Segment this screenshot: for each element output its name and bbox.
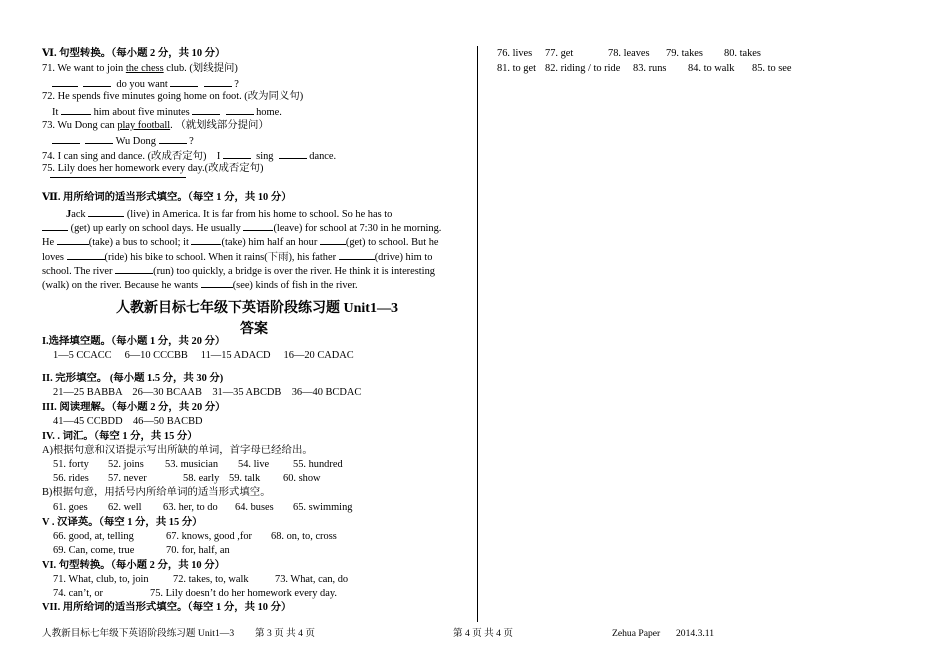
answer-item: 81. to get <box>497 63 536 74</box>
blank[interactable] <box>42 220 68 231</box>
answer-title: 人教新目标七年级下英语阶段练习题 Unit1—3 <box>116 301 398 316</box>
answer-item: 72. takes, to, walk <box>173 574 249 585</box>
blank[interactable] <box>52 76 78 87</box>
q73-question-mark: ? <box>189 136 194 147</box>
q74-sing: sing <box>256 151 274 162</box>
answer-section-1: 1—5 CCACC 6—10 CCCBB 11—15 ADACD 16—20 CADAC <box>53 350 354 361</box>
passage-line-5 <box>42 263 435 278</box>
footer-brand: Zehua Paper <box>612 628 661 639</box>
answer-section-4-instruction-a: A)根据句意和汉语提示写出所缺的单词，首字母已经给出。 <box>42 445 313 456</box>
passage-text: (see) kinds of fish in the river. <box>232 280 358 291</box>
q72-middle: him about five minutes <box>93 107 190 118</box>
passage-text: (drive) him to <box>374 252 433 263</box>
passage-text: loves <box>42 252 64 263</box>
passage-text: He <box>42 237 55 248</box>
answer-item: 85. to see <box>752 63 792 74</box>
answer-item: 63. her, to do <box>163 502 218 513</box>
q72-home: home. <box>256 107 282 118</box>
passage-line-6 <box>42 277 358 292</box>
passage-text: (walk) on the river. Because he wants <box>42 280 199 291</box>
passage-text: (run) too quickly, a bridge is over the river. He think it is interesting <box>153 266 435 277</box>
q73-underlined: play football <box>117 120 171 131</box>
answer-item: 83. runs <box>633 63 667 74</box>
blank[interactable] <box>88 206 124 217</box>
q72-it: It <box>52 107 59 118</box>
question-75: 75. Lily does her homework every day.(改成否定句) <box>42 163 264 174</box>
answer-item: 57. never <box>108 473 147 484</box>
answer-item: 66. good, at, telling <box>53 531 134 542</box>
answer-item: 55. hundred <box>293 459 343 470</box>
q74-i: I <box>216 151 221 162</box>
question-71 <box>42 62 238 75</box>
question-71-answer-line <box>52 76 239 91</box>
blank[interactable] <box>57 234 89 245</box>
question-72: 72. He spends five minutes going home on foot. (改为同义句) <box>42 91 304 102</box>
passage-text: ack <box>71 209 86 220</box>
answer-item: 73. What, can, do <box>275 574 349 585</box>
answer-section-6-heading: VI. 句型转换。（每小题 2 分，共 10 分） <box>42 560 225 571</box>
question-74 <box>42 148 336 163</box>
answer-item: 79. takes <box>666 48 703 59</box>
answer-item: 54. live <box>238 459 270 470</box>
blank[interactable] <box>204 76 232 87</box>
answer-item: 75. Lily doesn’t do her homework every day. <box>150 588 337 599</box>
answer-item: 65. swimming <box>293 502 353 513</box>
answer-item: 64. buses <box>235 502 274 513</box>
answer-item: 71. What, club, to, join <box>53 574 149 585</box>
answer-section-4-instruction-b: B)根据句意，用括号内所给单词的适当形式填空。 <box>42 487 271 498</box>
passage-text: (take) a bus to school; it <box>88 237 189 248</box>
answer-item: 58. early <box>183 473 220 484</box>
answer-item: 68. on, to, cross <box>271 531 337 542</box>
blank[interactable] <box>85 133 113 144</box>
q74-dance: dance. <box>309 151 337 162</box>
q71-answer-text: do you want <box>116 79 168 90</box>
passage-text: (ride) his bike to school. When it rains(下雨), his father <box>104 252 337 263</box>
answer-section-3: 41—45 CCBDD 46—50 BACBD <box>53 416 203 427</box>
q73-text: 73. Wu Dong can <box>42 120 115 131</box>
q74-text: 74. I can sing and dance. (改成否定句) <box>42 151 207 162</box>
passage-text: (get) up early on school days. He usually <box>70 223 241 234</box>
answer-item: 67. knows, good ,for <box>166 531 253 542</box>
blank[interactable] <box>67 249 105 260</box>
section-7-heading: Ⅶ. 用所给词的适当形式填空。（每空 1 分，共 10 分） <box>42 192 292 203</box>
answer-item: 60. show <box>283 473 321 484</box>
blank[interactable] <box>83 76 111 87</box>
answer-item: 59. talk <box>229 473 261 484</box>
footer-left-page: 第 3 页 共 4 页 <box>255 628 315 639</box>
passage-line-3 <box>42 234 439 249</box>
blank[interactable] <box>115 263 153 274</box>
answer-item: 74. can’t, or <box>53 588 104 599</box>
blank[interactable] <box>201 277 233 288</box>
blank[interactable] <box>170 76 198 87</box>
answer-section-5-heading: V . 汉译英。（每空 1 分，共 15 分） <box>42 517 203 528</box>
answer-item: 76. lives <box>497 48 533 59</box>
q71-text-end: club. (划线提问) <box>166 63 238 74</box>
q73-instruction: . （就划线部分提问） <box>170 120 269 131</box>
answer-section-2: 21—25 BABBA 26—30 BCAAB 31—35 ABCDB 36—40 BCDAC <box>53 387 362 398</box>
q71-text: 71. We want to join <box>42 63 124 74</box>
blank[interactable] <box>191 234 221 245</box>
passage-text: (take) him half an hour <box>221 237 318 248</box>
answer-item: 53. musician <box>165 459 219 470</box>
question-73-answer-line <box>52 133 194 148</box>
answer-item: 70. for, half, an <box>166 545 230 556</box>
blank[interactable] <box>192 104 220 115</box>
passage-text: (leave) for school at 7:30 in he morning. <box>273 223 442 234</box>
answer-item: 77. get <box>545 48 574 59</box>
answer-line[interactable] <box>50 176 186 178</box>
q73-wudong: Wu Dong <box>115 136 156 147</box>
answer-section-4-heading: IV. . 词汇。（每空 1 分，共 15 分） <box>42 431 198 442</box>
answer-subtitle: 答案 <box>240 322 268 337</box>
passage-text: school. The river <box>42 266 113 277</box>
answer-item: 82. riding / to ride <box>545 63 621 74</box>
answer-section-7-heading: VII. 用所给词的适当形式填空。（每空 1 分，共 10 分） <box>42 602 292 613</box>
question-72-answer-line <box>52 104 282 119</box>
question-73 <box>42 119 269 132</box>
passage-text: (get) to school. But he <box>345 237 439 248</box>
answer-item: 78. leaves <box>608 48 650 59</box>
answer-section-1-heading: I.选择填空题。（每小题 1 分，共 20 分） <box>42 336 226 347</box>
passage-line-2 <box>42 220 441 235</box>
passage-line-4 <box>42 249 432 264</box>
answer-item: 61. goes <box>53 502 88 513</box>
blank[interactable] <box>339 249 375 260</box>
answer-section-3-heading: III. 阅读理解。（每小题 2 分，共 20 分） <box>42 402 226 413</box>
column-divider <box>477 46 478 622</box>
blank[interactable] <box>279 148 307 159</box>
blank[interactable] <box>52 133 80 144</box>
answer-item: 69. Can, come, true <box>53 545 135 556</box>
blank[interactable] <box>61 104 91 115</box>
answer-item: 62. well <box>108 502 142 513</box>
passage-initial: J <box>66 209 72 220</box>
footer-center-page: 第 4 页 共 4 页 <box>453 628 513 639</box>
q71-question-mark: ? <box>234 79 239 90</box>
answer-item: 84. to walk <box>688 63 735 74</box>
q71-underlined: the chess <box>125 63 164 74</box>
passage-line-1 <box>66 206 392 221</box>
passage-text: (live) in America. It is far from his home to school. So he has to <box>126 209 393 220</box>
blank[interactable] <box>320 234 346 245</box>
answer-item: 51. forty <box>53 459 89 470</box>
section-6-heading: Ⅵ. 句型转换。（每小题 2 分，共 10 分） <box>42 48 226 59</box>
answer-item: 56. rides <box>53 473 89 484</box>
blank[interactable] <box>226 104 254 115</box>
blank[interactable] <box>243 220 273 231</box>
footer-left-title: 人教新目标七年级下英语阶段练习题 Unit1—3 <box>42 628 235 639</box>
blank[interactable] <box>223 148 251 159</box>
footer-date: 2014.3.11 <box>676 628 715 639</box>
answer-item: 52. joins <box>108 459 144 470</box>
blank[interactable] <box>159 133 187 144</box>
answer-section-2-heading: II. 完形填空。 (每小题 1.5 分，共 30 分) <box>42 373 224 384</box>
answer-item: 80. takes <box>724 48 761 59</box>
